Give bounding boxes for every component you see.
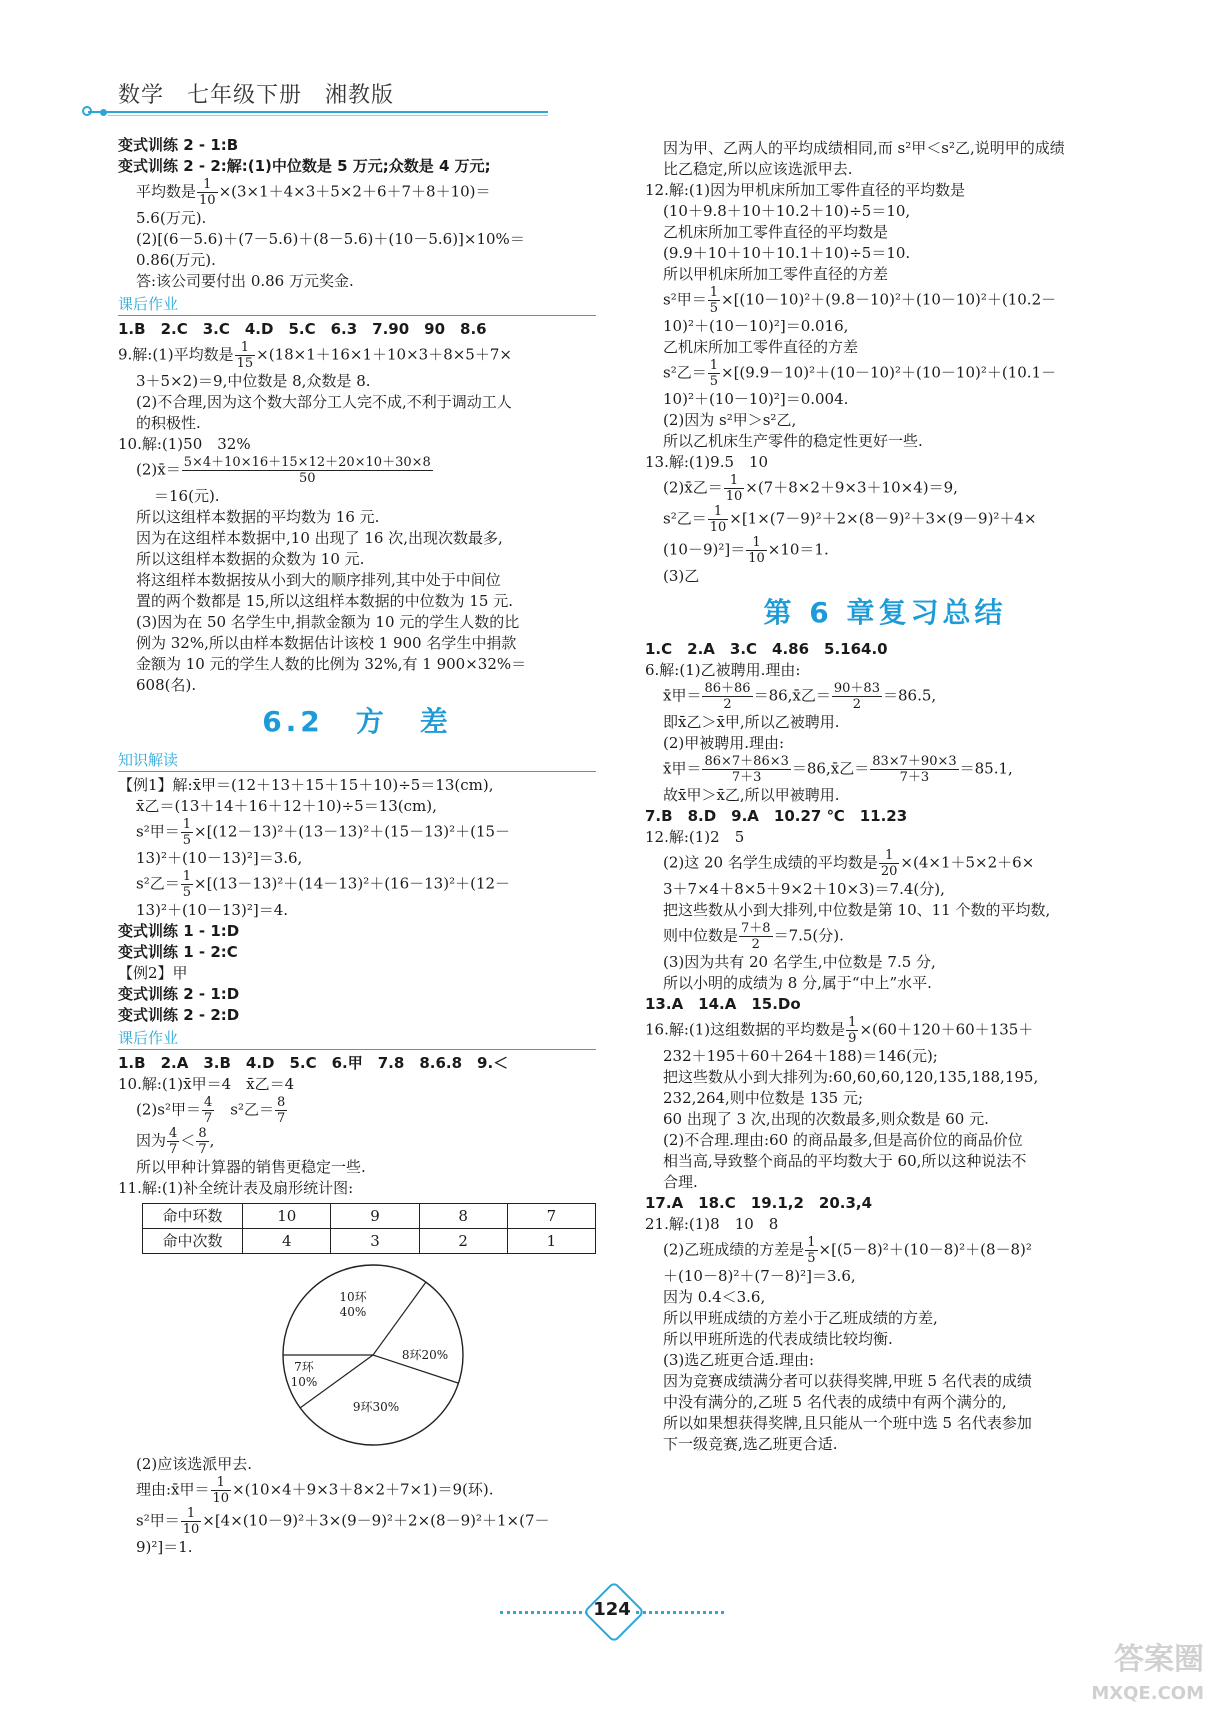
answer-line: 金额为 10 元的学生人数的比例为 32%,有 1 900×32%＝ (136, 655, 527, 673)
header-rule (88, 111, 548, 113)
table-cell: 7 (507, 1204, 595, 1229)
answer-line: 所以这组样本数据的众数为 10 元. (136, 550, 365, 568)
answer-line: s²甲＝ $\frac{1}{5}$ ×[(10－10)²＋(9.8－10)²＋(10－10)²＋(10.2－ (663, 285, 1057, 316)
answer-line: 所以甲种计算器的销售更稳定一些. (136, 1158, 366, 1176)
answer-line: (2)甲被聘用.理由: (663, 734, 785, 752)
answer-line: 10)²＋(10－10)²]＝0.016, (663, 317, 849, 335)
header-title: 数学 七年级下册 湘教版 (118, 83, 395, 108)
answer-line: 故x̄甲＞x̄乙,所以甲被聘用. (663, 786, 840, 804)
answer-line: (2)这 20 名学生成绩的平均数是 $\frac{1}{20}$ ×(4×1＋5×2＋6× (663, 848, 1035, 879)
answer-line: (10－9)²]＝ $\frac{1}{10}$ ×10＝1. (663, 535, 829, 566)
answer-line: (3)乙 (663, 567, 700, 585)
answer-line: (2)因为 s²甲＞s²乙, (663, 411, 797, 429)
answer-line: 所以这组样本数据的平均数为 16 元. (136, 508, 380, 526)
answer-line: (2)x̄乙＝ $\frac{1}{10}$ ×(7＋8×2＋9×3＋10×4)＝9, (663, 473, 958, 504)
answer-line: 把这些数从小到大排列为:60,60,60,120,135,188,195, (663, 1068, 1039, 1086)
answer-line: 所以甲班所选的代表成绩比较均衡. (663, 1330, 893, 1348)
table-cell: 10 (243, 1204, 331, 1229)
left-column (118, 135, 596, 1558)
answer-line: 13)²＋(10－13)²]＝4. (136, 901, 289, 919)
table-cell: 2 (419, 1229, 507, 1254)
answer-line: 因为在这组样本数据中,10 出现了 16 次,出现次数最多, (136, 529, 503, 547)
answer-line: 6.解:(1)乙被聘用.理由: (645, 661, 801, 679)
table-cell: 3 (331, 1229, 419, 1254)
answer-line: 5.6(万元). (136, 209, 207, 227)
page-number: 124 (593, 1599, 631, 1620)
answer-line: 变式训练 2 - 2:解:(1)中位数是 5 万元;众数是 4 万元; (118, 157, 491, 175)
answer-line: 合理. (663, 1173, 698, 1191)
answer-line: s²乙＝ $\frac{1}{10}$ ×[1×(7－9)²＋2×(8－9)²＋3×(9－9)²＋4× (663, 504, 1037, 535)
footer-dots (500, 1611, 588, 1614)
answer-line: 变式训练 2 - 2:D (118, 1006, 240, 1024)
answer-line: 21.解:(1)8 10 8 (645, 1215, 779, 1233)
answer-line: 7.B 8.D 9.A 10.27 ℃ 11.23 (645, 807, 908, 825)
answer-line: 60 出现了 3 次,出现的次数最多,则众数是 60 元. (663, 1110, 989, 1128)
answer-line: (2)乙班成绩的方差是 $\frac{1}{5}$ ×[(5－8)²＋(10－8)²＋(8－8)² (663, 1235, 1032, 1266)
table-cell: 命中环数 (143, 1204, 243, 1229)
answer-line: 答:该公司要付出 0.86 万元奖金. (136, 272, 354, 290)
answer-line: 13.A 14.A 15.Do (645, 995, 801, 1013)
answer-line: 3＋7×4＋8×5＋9×2＋10×3)＝7.4(分), (663, 880, 945, 898)
answer-line: s²甲＝ $\frac{1}{5}$ ×[(12－13)²＋(13－13)²＋(15－13)²＋(15－ (136, 817, 511, 848)
answer-line: 12.解:(1)因为甲机床所加工零件直径的平均数是 (645, 181, 966, 199)
answer-line: (2)应该选派甲去. (136, 1455, 253, 1473)
answer-line: 【例1】解:x̄甲＝(12＋13＋15＋15＋10)÷5＝13(cm), (118, 776, 494, 794)
answer-line: 因为 $\frac{4}{7}$ ＜ $\frac{8}{7}$ , (136, 1126, 215, 1157)
answer-line: 例为 32%,所以由样本数据估计该校 1 900 名学生中捐款 (136, 634, 517, 652)
answer-line: 中没有满分的,乙班 5 名代表的成绩中有两个满分的, (663, 1393, 1007, 1411)
page-footer (0, 1590, 1224, 1634)
answer-line: 则中位数是 $\frac{7+8}{2}$ ＝7.5(分). (663, 921, 844, 952)
answer-line: 0.86(万元). (136, 251, 216, 269)
answer-line: 10.解:(1)50 32% (118, 435, 251, 453)
table-cell: 命中次数 (143, 1229, 243, 1254)
answer-line: (3)因为在 50 名学生中,捐款金额为 10 元的学生人数的比 (136, 613, 520, 631)
answer-line: 变式训练 2 - 1:B (118, 136, 239, 154)
answer-line: (2)不合理.理由:60 的商品最多,但是高价位的商品价位 (663, 1131, 1023, 1149)
answer-line: s²甲＝ $\frac{1}{10}$ ×[4×(10－9)²＋3×(9－9)²＋2×(8－9)²＋1×(7－ (136, 1506, 550, 1537)
section-title: 6.2 方 差 (262, 705, 452, 738)
answer-line: 相当高,导致整个商品的平均数大于 60,所以这种说法不 (663, 1152, 1027, 1170)
answer-line: 下一级竞赛,选乙班更合适. (663, 1435, 838, 1453)
answer-line: 变式训练 1 - 2:C (118, 943, 238, 961)
answer-line: 所以小明的成绩为 8 分,属于“中上”水平. (663, 974, 932, 992)
footer-dots (636, 1611, 724, 1614)
answer-line: 把这些数从小到大排列,中位数是第 10、11 个数的平均数, (663, 901, 1051, 919)
answer-line: ＝16(元). (154, 487, 220, 505)
section-tag: 课后作业 (118, 294, 596, 316)
answer-line: 9.解:(1)平均数是 $\frac{1}{15}$ ×(18×1＋16×1＋10×3＋8×5＋7× (118, 340, 512, 371)
section-tag: 课后作业 (118, 1028, 596, 1050)
table-cell: 4 (243, 1229, 331, 1254)
answer-line: 即x̄乙＞x̄甲,所以乙被聘用. (663, 713, 840, 731)
answer-line: 9)²]＝1. (136, 1538, 193, 1556)
answer-line: 平均数是 $\frac{1}{10}$ ×(3×1＋4×3＋5×2＋6＋7＋8＋10)＝ (136, 177, 491, 208)
answer-line: (2)[(6－5.6)＋(7－5.6)＋(8－5.6)＋(10－5.6)]×10%＝ (136, 230, 525, 248)
answer-line: (10＋9.8＋10＋10.2＋10)÷5＝10, (663, 202, 911, 220)
answer-line: 17.A 18.C 19.1,2 20.3,4 (645, 1194, 873, 1212)
answer-line: x̄乙＝(13＋14＋16＋12＋10)÷5＝13(cm), (136, 797, 437, 815)
answer-line: (9.9＋10＋10＋10.1＋10)÷5＝10. (663, 244, 911, 262)
answer-line: 10)²＋(10－10)²]＝0.004. (663, 390, 849, 408)
answer-line: 置的两个数都是 15,所以这组样本数据的中位数为 15 元. (136, 592, 514, 610)
section-title: 第 6 章复习总结 (763, 596, 1007, 629)
answer-line: 乙机床所加工零件直径的方差 (663, 338, 859, 356)
answer-line: (3)选乙班更合适.理由: (663, 1351, 815, 1369)
answer-line: 比乙稳定,所以应该选派甲去. (663, 160, 853, 178)
answer-line: 608(名). (136, 676, 197, 694)
pie-label: 8环20% (401, 1348, 449, 1362)
answer-line: 1.C 2.A 3.C 4.86 5.164.0 (645, 640, 888, 658)
answer-line: 13)²＋(10－13)²]＝3.6, (136, 849, 303, 867)
answer-line: 所以乙机床生产零件的稳定性更好一些. (663, 432, 923, 450)
answer-line: 16.解:(1)这组数据的平均数是 $\frac{1}{9}$ ×(60＋120＋60＋135＋ (645, 1015, 1034, 1046)
answer-line: 【例2】甲 (118, 964, 188, 982)
answer-line: s²乙＝ $\frac{1}{5}$ ×[(13－13)²＋(14－13)²＋(16－13)²＋(12－ (136, 869, 511, 900)
answer-line: ＋(10－8)²＋(7－8)²]＝3.6, (663, 1267, 856, 1285)
pie-label: 10环 40% (339, 1290, 367, 1319)
pie-label: 9环30% (352, 1400, 400, 1414)
answer-line: 232,264,则中位数是 135 元; (663, 1089, 864, 1107)
answer-line: (2)s²甲＝ $\frac{4}{7}$ s²乙＝ $\frac{8}{7}$ (136, 1095, 286, 1126)
answer-line: 乙机床所加工零件直径的平均数是 (663, 223, 889, 241)
pie-label: 7环 10% (290, 1360, 318, 1389)
table-cell: 1 (507, 1229, 595, 1254)
answer-line: 理由:x̄甲＝ $\frac{1}{10}$ ×(10×4＋9×3＋8×2＋7×1)＝9(环). (136, 1475, 494, 1506)
answer-line: 所以如果想获得奖牌,且只能从一个班中选 5 名代表参加 (663, 1414, 1032, 1432)
answer-line: 变式训练 2 - 1:D (118, 985, 240, 1003)
answer-line: 因为竞赛成绩满分者可以获得奖牌,甲班 5 名代表的成绩 (663, 1372, 1032, 1390)
header-rule (108, 115, 548, 116)
answer-line: (3)因为共有 20 名学生,中位数是 7.5 分, (663, 953, 936, 971)
watermark-logo: 答案圈 MXQE.COM (1091, 1642, 1204, 1704)
answer-line: (2)x̄＝ $\frac{5\times 4+10\times 16+15\times 12+20\times 10+30\times 8}{50}$ (136, 455, 431, 486)
answer-line: 因为甲、乙两人的平均成绩相同,而 s²甲＜s²乙,说明甲的成绩 (663, 139, 1065, 157)
table-cell: 9 (331, 1204, 419, 1229)
pie-chart (278, 1260, 468, 1450)
table-row (143, 1204, 596, 1229)
answer-line: 变式训练 1 - 1:D (118, 922, 240, 940)
table-row (143, 1229, 596, 1254)
answer-line: 所以甲班成绩的方差小于乙班成绩的方差, (663, 1309, 938, 1327)
answer-line: 12.解:(1)2 5 (645, 828, 745, 846)
section-tag: 知识解读 (118, 750, 596, 772)
right-column (645, 138, 1125, 1455)
answer-line: x̄甲＝ $\frac{86\times 7+86\times 3}{7+3}$ ＝86,x̄乙＝ $\frac{83\times 7+90\times 3}{7+3}$ ＝85.1, (663, 754, 1013, 785)
answer-line: 1.B 2.A 3.B 4.D 5.C 6.甲 7.8 8.6.8 9.＜ (118, 1054, 509, 1072)
answer-line: 13.解:(1)9.5 10 (645, 453, 769, 471)
answer-line: 将这组样本数据按从小到大的顺序排列,其中处于中间位 (136, 571, 501, 589)
table-cell: 8 (419, 1204, 507, 1229)
answer-line: 10.解:(1)x̄甲＝4 x̄乙＝4 (118, 1075, 295, 1093)
answer-line: 232＋195＋60＋264＋188)＝146(元); (663, 1047, 938, 1065)
answer-line: 所以甲机床所加工零件直径的方差 (663, 265, 889, 283)
stats-table (142, 1203, 596, 1254)
answer-line: x̄甲＝ $\frac{86+86}{2}$ ＝86,x̄乙＝ $\frac{90+83}{2}$ ＝86.5, (663, 681, 937, 712)
answer-line: (2)不合理,因为这个数大部分工人完不成,不利于调动工人 (136, 393, 512, 411)
answer-line: 11.解:(1)补全统计表及扇形统计图: (118, 1179, 354, 1197)
answer-line: s²乙＝ $\frac{1}{5}$ ×[(9.9－10)²＋(10－10)²＋(10－10)²＋(10.1－ (663, 358, 1057, 389)
answer-line: 因为 0.4＜3.6, (663, 1288, 766, 1306)
answer-line: 的积极性. (136, 414, 201, 432)
answer-line: 3＋5×2)＝9,中位数是 8,众数是 8. (136, 372, 371, 390)
answer-line: 1.B 2.C 3.C 4.D 5.C 6.3 7.90 90 8.6 (118, 320, 487, 338)
